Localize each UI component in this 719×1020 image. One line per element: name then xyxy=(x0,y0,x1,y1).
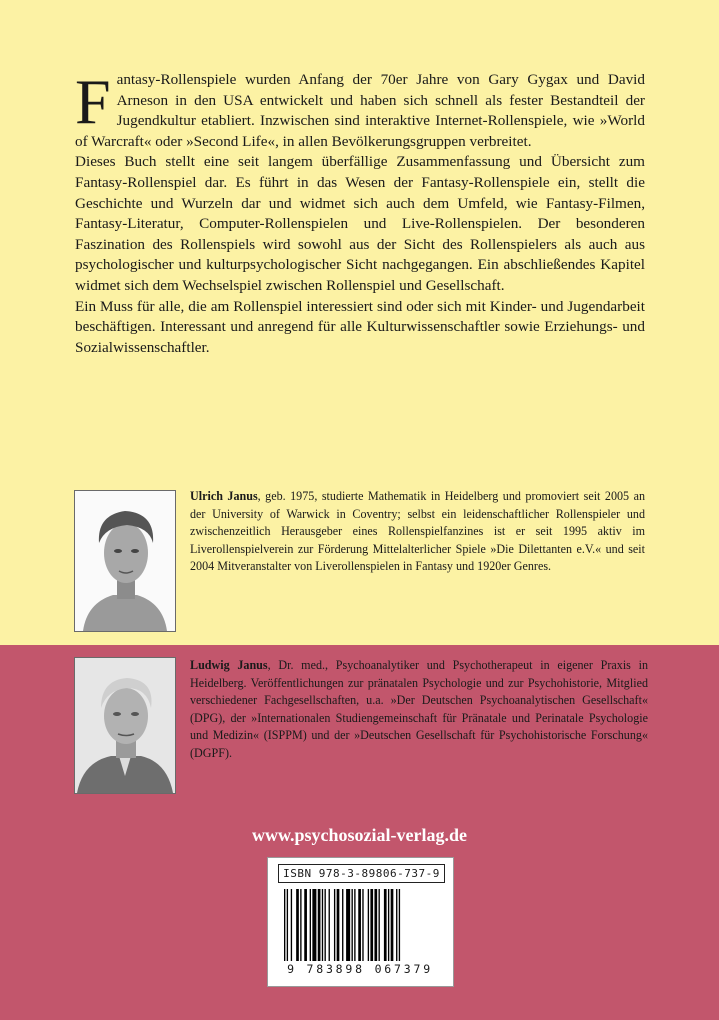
author-bio-2 xyxy=(190,657,648,763)
isbn-label: ISBN 978-3-89806-737-9 xyxy=(278,864,445,883)
publisher-url[interactable]: www.psychosozial-verlag.de xyxy=(252,825,467,845)
author-bio-text-1: , geb. 1975, studierte Mathematik in Heidelberg und promoviert seit 2005 an der University of Warwick in Coventry; selbst ein leidenschaftlicher Rollenspieler und zwischenzeitlich Herausgeber eines Rollenspielfanzines ist er seit 1995 aktiv im Liverollenspielverein zur Förderung Mittelalterlicher Spiele »Die Dilettanten e.V.« und seit 2004 Mitveranstalter von Liverollenspielen in Fantasy und 1920er Genres. xyxy=(190,489,645,574)
isbn-barcode xyxy=(267,857,454,987)
drop-cap: F xyxy=(75,66,111,137)
blurb-paragraph-1 xyxy=(75,66,645,152)
barcode-number: 9 783898 067379 xyxy=(287,962,433,976)
blurb-paragraph-2: Dieses Buch stellt eine seit langem überfällige Zusammenfassung und Übersicht zum Fantasy-Rollenspiel dar. Es führt in das Wesen der Fantasy-Rollenspiele ein, stellt die Geschichte und Wurzeln dar und widmet sich auch dem Umfeld, wie Fantasy-Filmen, Fantasy-Literatur, Computer-Rollenspielen und Live-Rollenspielen. Der besonderen Faszination des Rollenspiels wird sowohl aus der Sicht des Rollenspielers als auch aus psychologischer und kulturpsychologischer Sicht nachgegangen. Ein abschließendes Kapitel widmet sich dem Wechselspiel zwischen Rollenspiel und Gesellschaft. xyxy=(75,153,645,294)
book-blurb xyxy=(75,66,645,358)
blurb-paragraph-3: Ein Muss für alle, die am Rollenspiel interessiert sind oder sich mit Kinder- und Jugendarbeit beschäftigen. Interessant und anregend für alle Kulturwissenschaftler sowie Erziehungs- und Sozialwissenschaftler. xyxy=(75,297,645,356)
author-name-1: Ulrich Janus xyxy=(190,489,258,503)
barcode-bars xyxy=(282,889,442,961)
author-photo-ulrich-janus xyxy=(74,490,176,632)
author-bio-text-2: , Dr. med., Psychoanalytiker und Psychotherapeut in eigener Praxis in Heidelberg. Veröffentlichungen zur pränatalen Psychologie und zur Psychohistorie, Mitglied verschiedener Fachgesellschaften, u.a. »Der Deutschen Psychoanalytischen Gesellschaft« (DPG), der »Internationalen Studiengemeinschaft für Pränatale und Perinatale Psychologie und Medizin« (ISPPM) und der »Deutschen Gesellschaft für Psychohistorische Forschung« (DGPF). xyxy=(190,658,649,760)
author-name-2: Ludwig Janus xyxy=(190,658,268,672)
author-photo-ludwig-janus xyxy=(74,657,176,794)
author-bio-1 xyxy=(190,488,645,576)
blurb-paragraph-1-text: antasy-Rollenspiele wurden Anfang der 70er Jahre von Gary Gygax und David Arneson in den USA entwickelt und haben sich schnell als fester Bestandteil der Jugendkultur etabliert. Inzwischen sind interaktive Internet-Rollenspiele, wie »World of Warcraft« oder »Second Life«, in allen Bevölkerungsgruppen verbreitet. xyxy=(75,71,645,150)
